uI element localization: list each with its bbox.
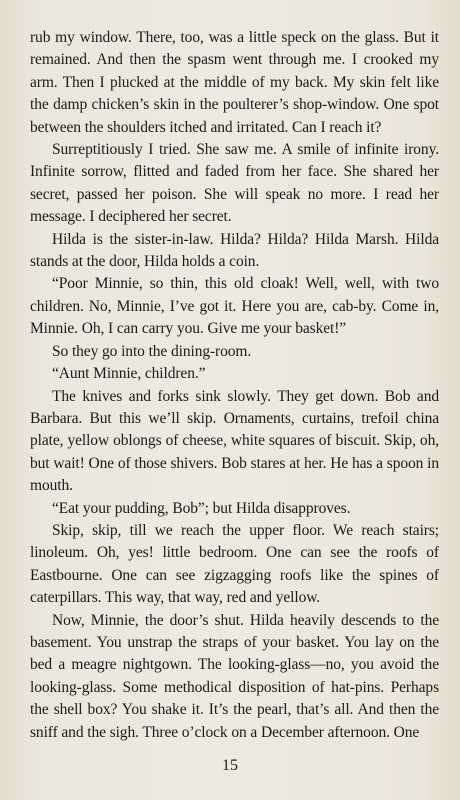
paragraph: So they go into the dining-room. (52, 342, 252, 360)
paragraph: “Eat your pudding, Bob”; but Hilda disapproves. (52, 499, 351, 517)
paragraph: Now, Minnie, the door’s shut. Hilda heavily descends to the basement. You unstrap the straps of your basket. You lay on the bed a meagre nightgown. The looking-glass—no, you avoid the looking-glass. Some methodical disposition of hat-pins. Perhaps the shell box? You shake it. It’s the pearl, that’s all. And then the sniff and the sigh. Three o’clock on a December afternoon. One (30, 611, 439, 741)
paragraph: rub my window. There, too, was a little speck on the glass. But it remained. And then the spasm went through me. I crooked my arm. Then I plucked at the middle of my back. My skin felt like the damp chicken’s skin in the poulterer’s shop-window. One spot between the shoulders itched and irritated. Can I reach it? (30, 29, 439, 136)
paragraph: Skip, skip, till we reach the upper floor. We reach stairs; linoleum. Oh, yes! little bedroom. One can see the roofs of Eastbourne. One can see zigzagging roofs like the spines of caterpillars. This way, that way, red and yellow. (30, 521, 439, 607)
body-text (30, 27, 439, 744)
paragraph: “Aunt Minnie, children.” (52, 365, 206, 383)
page-number: 15 (222, 757, 238, 774)
paragraph: “Poor Minnie, so thin, this old cloak! Well, well, with two children. No, Minnie, I’ve got it. Here you are, cab-by. Come in, Minnie. Oh, I can carry you. Give me your basket!” (30, 275, 439, 338)
paragraph: Hilda is the sister-in-law. Hilda? Hilda? Hilda Marsh. Hilda stands at the door, Hilda holds a coin. (30, 230, 439, 271)
paragraph: The knives and forks sink slowly. They get down. Bob and Barbara. But this we’ll skip. Ornaments, curtains, trefoil china plate, yellow oblongs of cheese, white squares of biscuit. Skip, oh, but wait! One of those shivers. Bob stares at her. He has a spoon in mouth. (30, 387, 439, 495)
paragraph: Surreptitiously I tried. She saw me. A smile of infinite irony. Infinite sorrow, flitted and faded from her face. She shared her secret, passed her poison. She will speak no more. I read her message. I deciphered her secret. (30, 141, 439, 226)
